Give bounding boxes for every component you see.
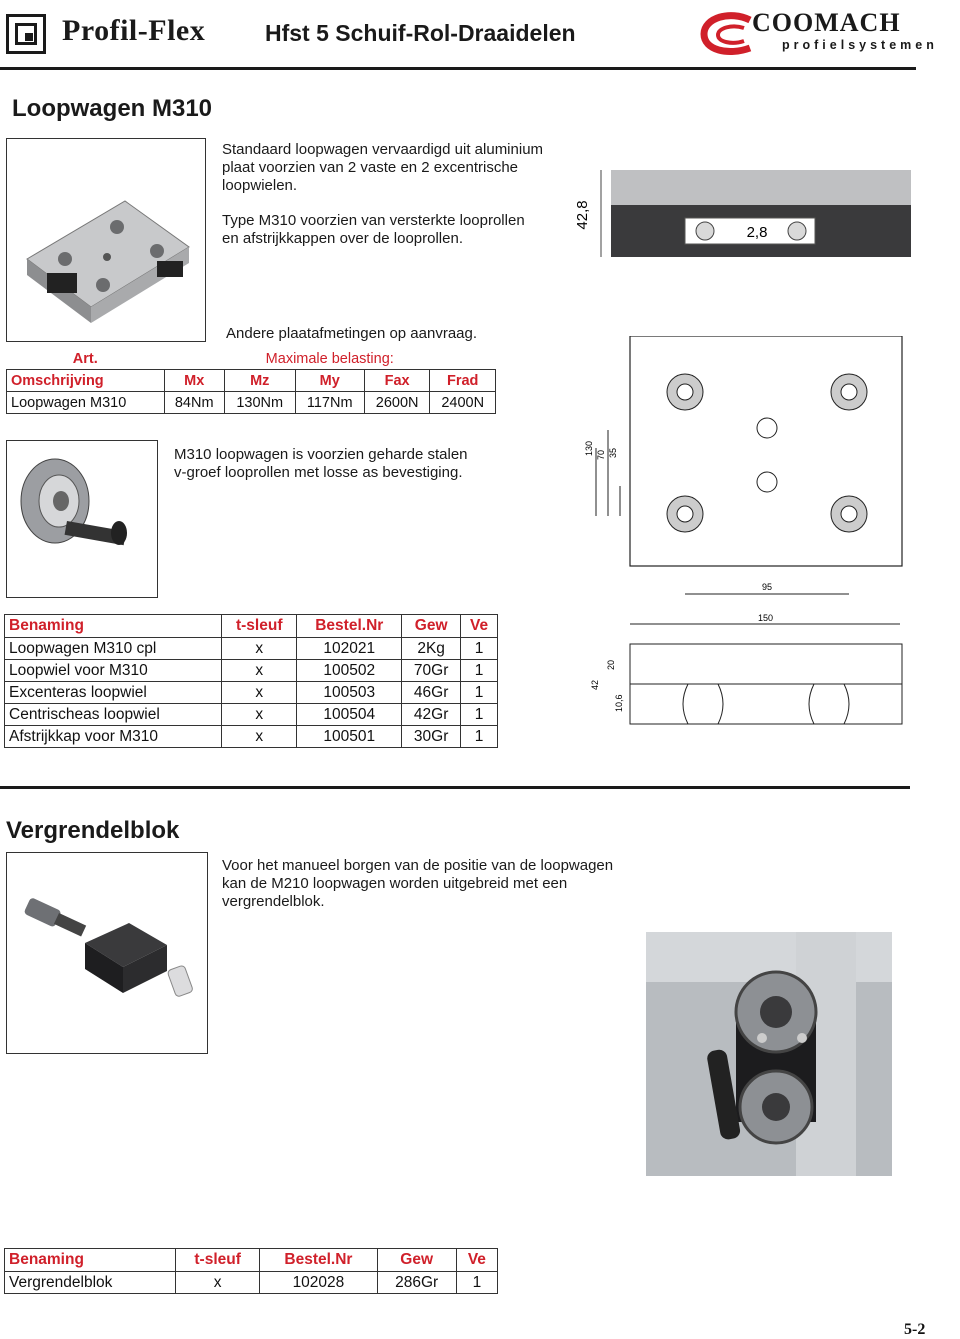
parts-table bbox=[4, 614, 498, 748]
company-name: COOMACH bbox=[752, 8, 901, 37]
section-divider bbox=[0, 786, 910, 789]
dim-10-6: 10,6 bbox=[614, 694, 624, 712]
side-view-drawing bbox=[578, 610, 908, 730]
section-title-vergrendelblok: Vergrendelblok bbox=[6, 817, 180, 844]
loopwagen-photo bbox=[6, 138, 206, 342]
wheel-photo bbox=[6, 440, 158, 598]
description-1: Standaard loopwagen vervaardigd uit aluminium plaat voorzien van 2 vaste en 2 excentrische loopwielen. bbox=[222, 141, 544, 194]
page-number: 5-2 bbox=[904, 1321, 926, 1338]
side-view-photo bbox=[565, 140, 915, 290]
dim-42: 42 bbox=[590, 679, 600, 690]
vergrendelblok-table bbox=[4, 1248, 498, 1294]
dim-35: 35 bbox=[608, 447, 618, 458]
brand-name: Profil-Flex bbox=[62, 14, 206, 47]
dim-95: 95 bbox=[762, 582, 773, 592]
company-subtitle: profielsystemen bbox=[782, 38, 938, 52]
top-view-drawing bbox=[578, 336, 908, 600]
other-sizes-note: Andere plaatafmetingen op aanvraag. bbox=[226, 325, 478, 342]
dim-gap-label: 2,8 bbox=[746, 224, 768, 241]
table-row: Loopwagen M310 cpl x 102021 2Kg 1 bbox=[5, 638, 498, 660]
table-row: Afstrijkkap voor M310 x 100501 30Gr 1 bbox=[5, 726, 498, 748]
wheel-description: M310 loopwagen is voorzien geharde stalen v-groef looprollen met losse as bevestiging. bbox=[174, 446, 468, 481]
art-label: Art. bbox=[72, 350, 98, 367]
dim-130: 130 bbox=[584, 440, 594, 456]
table-row: Loopwagen M310 84Nm 130Nm 117Nm 2600N 2400N bbox=[7, 392, 496, 414]
table-row: Loopwiel voor M310 x 100502 70Gr 1 bbox=[5, 660, 498, 682]
header-rule bbox=[0, 67, 916, 70]
description-2: Type M310 voorzien van versterkte looprollen en afstrijkkappen over de looprollen. bbox=[222, 212, 525, 247]
load-table-header: Omschrijving Mx Mz My Fax Frad bbox=[7, 370, 496, 392]
table-row: Vergrendelblok x 102028 286Gr 1 bbox=[5, 1272, 498, 1294]
dim-20: 20 bbox=[606, 659, 616, 670]
vergrendelblok-image bbox=[7, 853, 206, 1052]
chapter-title: Hfst 5 Schuif-Rol-Draaidelen bbox=[265, 20, 576, 46]
max-load-label: Maximale belasting: bbox=[265, 350, 394, 367]
dim-150: 150 bbox=[758, 613, 774, 623]
section-title-loopwagen: Loopwagen M310 bbox=[12, 95, 213, 122]
vergrendelblok-description: Voor het manueel borgen van de positie van de loopwagen kan de M210 loopwagen worden uitgebreid met een vergrendelblok. bbox=[222, 857, 614, 910]
parts-table-header: Benaming t-sleuf Bestel.Nr Gew Ve bbox=[5, 615, 498, 638]
vergrendelblok-table-header: Benaming t-sleuf Bestel.Nr Gew Ve bbox=[5, 1249, 498, 1272]
assembly-photo bbox=[646, 932, 892, 1176]
vergrendelblok-photo bbox=[6, 852, 208, 1054]
table-row: Excenteras loopwiel x 100503 46Gr 1 bbox=[5, 682, 498, 704]
coomach-swoosh-icon bbox=[700, 12, 756, 58]
wheel-image bbox=[7, 441, 156, 596]
loopwagen-image bbox=[7, 139, 204, 340]
dim-height-label: 42,8 bbox=[574, 200, 591, 230]
profil-flex-logo-icon bbox=[6, 14, 46, 54]
load-table bbox=[6, 348, 496, 414]
dim-70: 70 bbox=[596, 449, 606, 460]
table-row: Centrischeas loopwiel x 100504 42Gr 1 bbox=[5, 704, 498, 726]
